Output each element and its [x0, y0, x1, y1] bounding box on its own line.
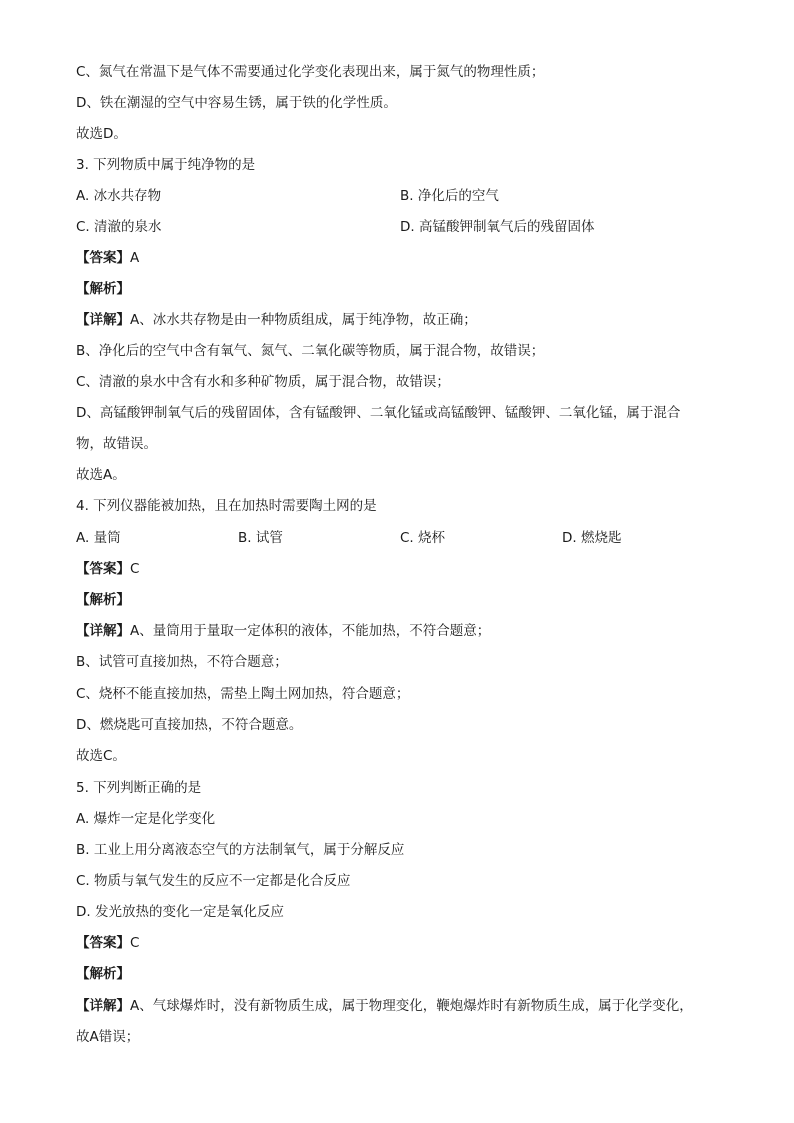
answer-tag: 【答案】	[76, 250, 130, 266]
text-line: 故A错误；	[76, 1029, 140, 1045]
detail-line	[76, 310, 477, 330]
question-3-stem: 3. 下列物质中属于纯净物的是	[76, 157, 256, 173]
question-3-option-d: D. 高锰酸钾制氧气后的残留固体	[400, 219, 595, 235]
text-line: D、高锰酸钾制氧气后的残留固体，含有锰酸钾、二氧化锰或高锰酸钾、锰酸钾、二氧化锰，属于混合	[76, 405, 681, 421]
analysis-tag: 【解析】	[76, 281, 130, 297]
detail-line	[76, 996, 693, 1016]
text-line: 故选D。	[76, 126, 127, 142]
question-4-option-b: B. 试管	[238, 530, 283, 546]
detail-tag: 【详解】	[76, 998, 130, 1014]
detail-tag: 【详解】	[76, 623, 130, 639]
text-line: B、净化后的空气中含有氧气、氮气、二氧化碳等物质，属于混合物，故错误；	[76, 343, 545, 359]
detail-text: A、冰水共存物是由一种物质组成，属于纯净物，故正确；	[130, 312, 477, 328]
text-line: D、铁在潮湿的空气中容易生锈，属于铁的化学性质。	[76, 95, 397, 111]
answer-tag: 【答案】	[76, 935, 130, 951]
answer-value: C	[130, 561, 140, 577]
answer-line	[76, 559, 139, 579]
question-5-stem: 5. 下列判断正确的是	[76, 780, 202, 796]
question-4-stem: 4. 下列仪器能被加热，且在加热时需要陶土网的是	[76, 498, 377, 514]
answer-tag: 【答案】	[76, 561, 130, 577]
answer-value: C	[130, 935, 140, 951]
detail-text: A、气球爆炸时，没有新物质生成，属于物理变化，鞭炮爆炸时有新物质生成，属于化学变化，	[130, 998, 693, 1014]
question-4-option-d: D. 燃烧匙	[562, 530, 622, 546]
text-line: C、清澈的泉水中含有水和多种矿物质，属于混合物，故错误；	[76, 374, 450, 390]
text-line: D、燃烧匙可直接加热，不符合题意。	[76, 717, 303, 733]
question-4-option-a: A. 量筒	[76, 530, 121, 546]
analysis-tag: 【解析】	[76, 592, 130, 608]
text-line: C、烧杯不能直接加热，需垫上陶土网加热，符合题意；	[76, 686, 410, 702]
question-4-option-c: C. 烧杯	[400, 530, 446, 546]
text-line: 故选C。	[76, 748, 126, 764]
text-line: B、试管可直接加热，不符合题意；	[76, 654, 288, 670]
question-3-option-c: C. 清澈的泉水	[76, 219, 162, 235]
detail-text: A、量筒用于量取一定体积的液体，不能加热，不符合题意；	[130, 623, 491, 639]
analysis-tag: 【解析】	[76, 966, 130, 982]
question-5-option-c: C. 物质与氧气发生的反应不一定都是化合反应	[76, 873, 351, 889]
question-5-option-b: B. 工业上用分离液态空气的方法制氧气，属于分解反应	[76, 842, 405, 858]
question-5-option-d: D. 发光放热的变化一定是氧化反应	[76, 904, 284, 920]
question-5-option-a: A. 爆炸一定是化学变化	[76, 811, 216, 827]
detail-tag: 【详解】	[76, 312, 130, 328]
text-line: 故选A。	[76, 467, 126, 483]
text-line: 物，故错误。	[76, 436, 157, 452]
text-line: C、氮气在常温下是气体不需要通过化学变化表现出来，属于氮气的物理性质；	[76, 64, 545, 80]
answer-line	[76, 248, 139, 268]
question-3-option-b: B. 净化后的空气	[400, 188, 499, 204]
answer-line	[76, 933, 139, 953]
detail-line	[76, 621, 490, 641]
answer-value: A	[130, 250, 140, 266]
question-3-option-a: A. 冰水共存物	[76, 188, 162, 204]
